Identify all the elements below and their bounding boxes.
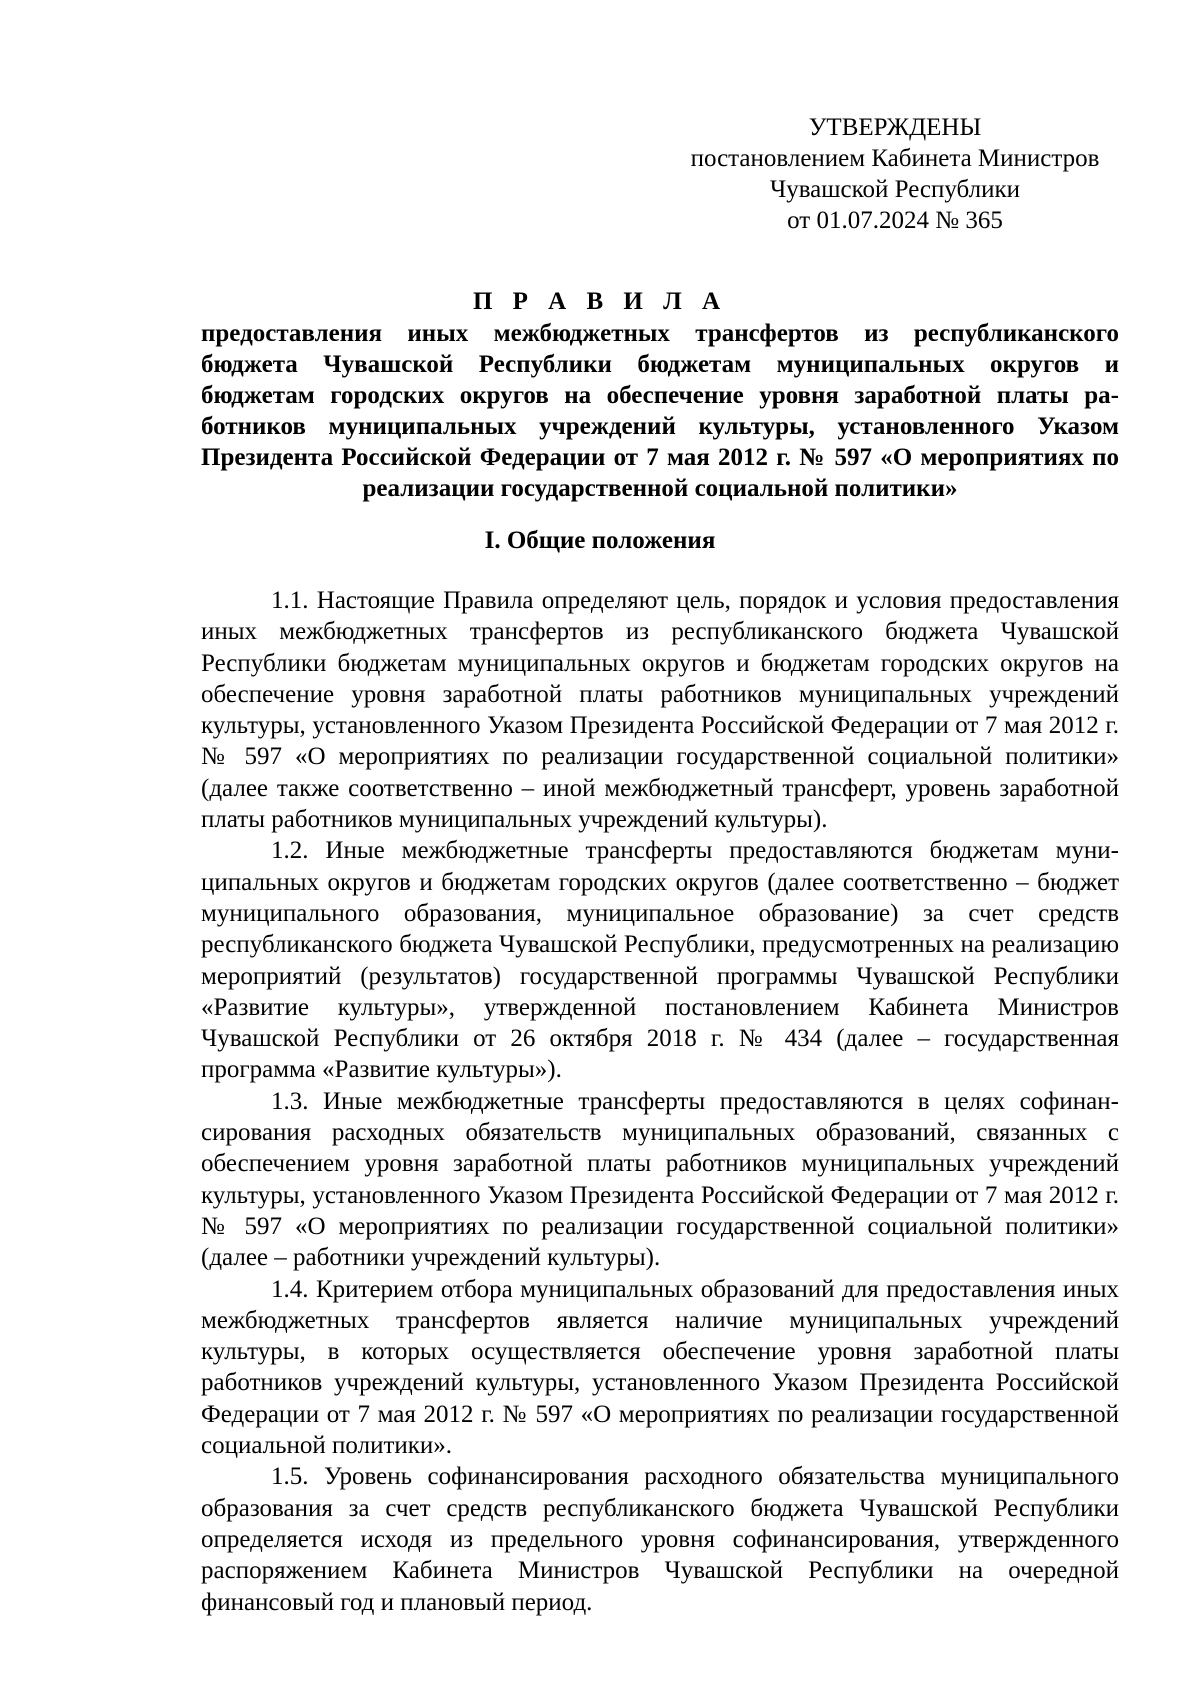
- document-subtitle: предоставления иных межбюджетных трансфертов из республиканского бюджета Чувашской Республики бюджетам муниципальных округов и бюджетам городских округов на обеспечение уровня заработной платы работников муниципальных учреждений культуры, установленного Указом Президента Российской Федерации от 7 мая 2012 г. № 597 «О мероприятиях по реализации государственной социальной политики»: [201, 320, 1119, 502]
- section-heading: I. Общие положения: [484, 527, 716, 554]
- document-body: [201, 585, 1119, 1618]
- approval-title: УТВЕРЖДЕНЫ: [808, 114, 982, 141]
- approval-republic: Чувашской Республики: [769, 176, 1021, 203]
- paragraph-1-5: 1.5. Уровень софинансирования расходного обязательства муниципального образования за счет средств республиканского бюджета Чувашской Республики определяется исходя из предельного уровня софинансирования, утвержденного распоряжением Кабинета Министров Чувашской Республики на очередной финансовый год и плановый период.: [201, 1463, 1119, 1616]
- paragraph-1-2: 1.2. Иные межбюджетные трансферты предоставляются бюджетам муниципальных округов и бюджетам городских округов (далее соответственно – бюджет муниципального образования, муниципальное образование) за счет средств республиканского бюджета Чувашской Республики, предусмотренных на реализацию мероприятий (результатов) государственной программы Чувашской Республики «Развитие культуры», утвержденной постановлением Кабинета Министров Чувашской Республики от 26 октября 2018 г. № 434 (далее – государственная программа «Развитие культуры»).: [201, 837, 1119, 1084]
- paragraph-1-1: 1.1. Настоящие Правила определяют цель, порядок и условия предоставления иных межбюджетных трансфертов из республиканского бюджета Чувашской Республики бюджетам муниципальных округов и бюджетам городских округов на обеспечение уровня заработной платы работников муниципальных учреждений культуры, установленного Указом Президента Российской Федерации от 7 мая 2012 г. № 597 «О мероприятиях по реализации государственной социальной политики» (далее также соответственно – иной межбюджетный трансферт, уровень заработной платы работников муниципальных учреждений культуры).: [201, 587, 1119, 834]
- paragraph-1-4: 1.4. Критерием отбора муниципальных образований для предоставления иных межбюджетных трансфертов является наличие муниципальных учреждений культуры, в которых осуществляется обеспечение уровня заработной платы работников учреждений культуры, установленного Указом Президента Российской Федерации от 7 мая 2012 г. № 597 «О мероприятиях по реализации государственной социальной политики».: [201, 1275, 1119, 1460]
- approval-date-number: от 01.07.2024 № 365: [787, 207, 1003, 234]
- approval-stamp: [680, 112, 1110, 236]
- document-title: П Р А В И Л А: [472, 288, 728, 315]
- approval-issuer: постановлением Кабинета Министров: [690, 145, 1100, 172]
- paragraph-1-3: 1.3. Иные межбюджетные трансферты предоставляются в целях софинансирования расходных обязательств муниципальных образований, связанных с обеспечением уровня заработной платы работников муниципальных учреждений культуры, установленного Указом Президента Российской Федерации от 7 мая 2012 г. № 597 «О мероприятиях по реализации государственной социальной политики» (далее – работники учреждений культуры).: [201, 1087, 1119, 1272]
